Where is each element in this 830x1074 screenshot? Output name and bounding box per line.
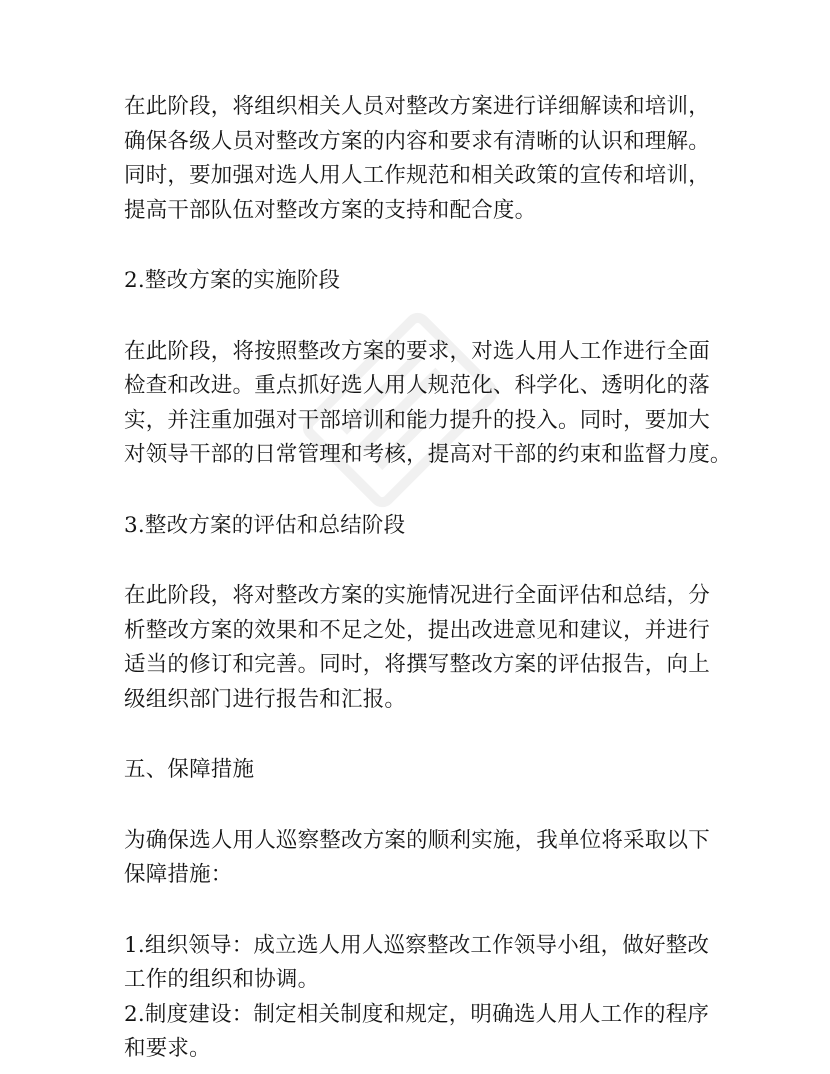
heading-implementation-phase: 2.整改方案的实施阶段 <box>124 268 341 293</box>
text-line: 级组织部门进行报告和汇报。 <box>124 686 407 712</box>
document-body <box>124 90 732 1067</box>
text-line: 确保各级人员对整改方案的内容和要求有清晰的认识和理解。 <box>124 128 710 154</box>
list-item: 工作的组织和协调。 <box>124 967 320 992</box>
spacer <box>124 228 724 264</box>
text-line: 为确保选人用人巡察整改方案的顺利实施，我单位将采取以下 <box>124 827 710 853</box>
paragraph-safeguard-intro <box>124 824 724 893</box>
paragraph-evaluation <box>124 579 724 717</box>
paragraph-implementation <box>124 335 732 473</box>
list-item: 2.制度建设：制定相关制度和规定，明确选人用人工作的程序 <box>124 1001 710 1027</box>
text-line: 保障措施： <box>124 862 233 887</box>
spacer <box>124 543 724 579</box>
list-item: 1.组织领导：成立选人用人巡察整改工作领导小组，做好整改 <box>124 932 710 958</box>
spacer <box>124 717 724 753</box>
spacer <box>124 473 724 509</box>
paragraph-training <box>124 90 724 228</box>
text-line: 在此阶段，将组织相关人员对整改方案进行详细解读和培训， <box>124 94 710 119</box>
spacer <box>124 788 724 824</box>
text-line: 在此阶段，将对整改方案的实施情况进行全面评估和总结，分 <box>124 583 710 608</box>
spacer <box>124 893 724 929</box>
heading-evaluation-phase: 3.整改方案的评估和总结阶段 <box>124 512 406 538</box>
measures-list <box>124 929 724 1067</box>
list-item: 和要求。 <box>124 1036 211 1061</box>
spacer <box>124 299 724 335</box>
text-line: 实，并注重加强对干部培训和能力提升的投入。同时，要加大 <box>124 407 710 433</box>
text-line: 同时，要加强对选人用人工作规范和相关政策的宣传和培训， <box>124 163 710 188</box>
text-line: 对领导干部的日常管理和考核，提高对干部的约束和监督力度。 <box>124 442 732 467</box>
text-line: 提高干部队伍对整改方案的支持和配合度。 <box>124 197 537 223</box>
heading-safeguard-measures: 五、保障措施 <box>124 757 255 782</box>
text-line: 析整改方案的效果和不足之处，提出改进意见和建议，并进行 <box>124 617 710 643</box>
text-line: 在此阶段，将按照整改方案的要求，对选人用人工作进行全面 <box>124 338 710 364</box>
text-line: 适当的修订和完善。同时，将撰写整改方案的评估报告，向上 <box>124 652 710 677</box>
text-line: 检查和改进。重点抓好选人用人规范化、科学化、透明化的落 <box>124 373 710 398</box>
